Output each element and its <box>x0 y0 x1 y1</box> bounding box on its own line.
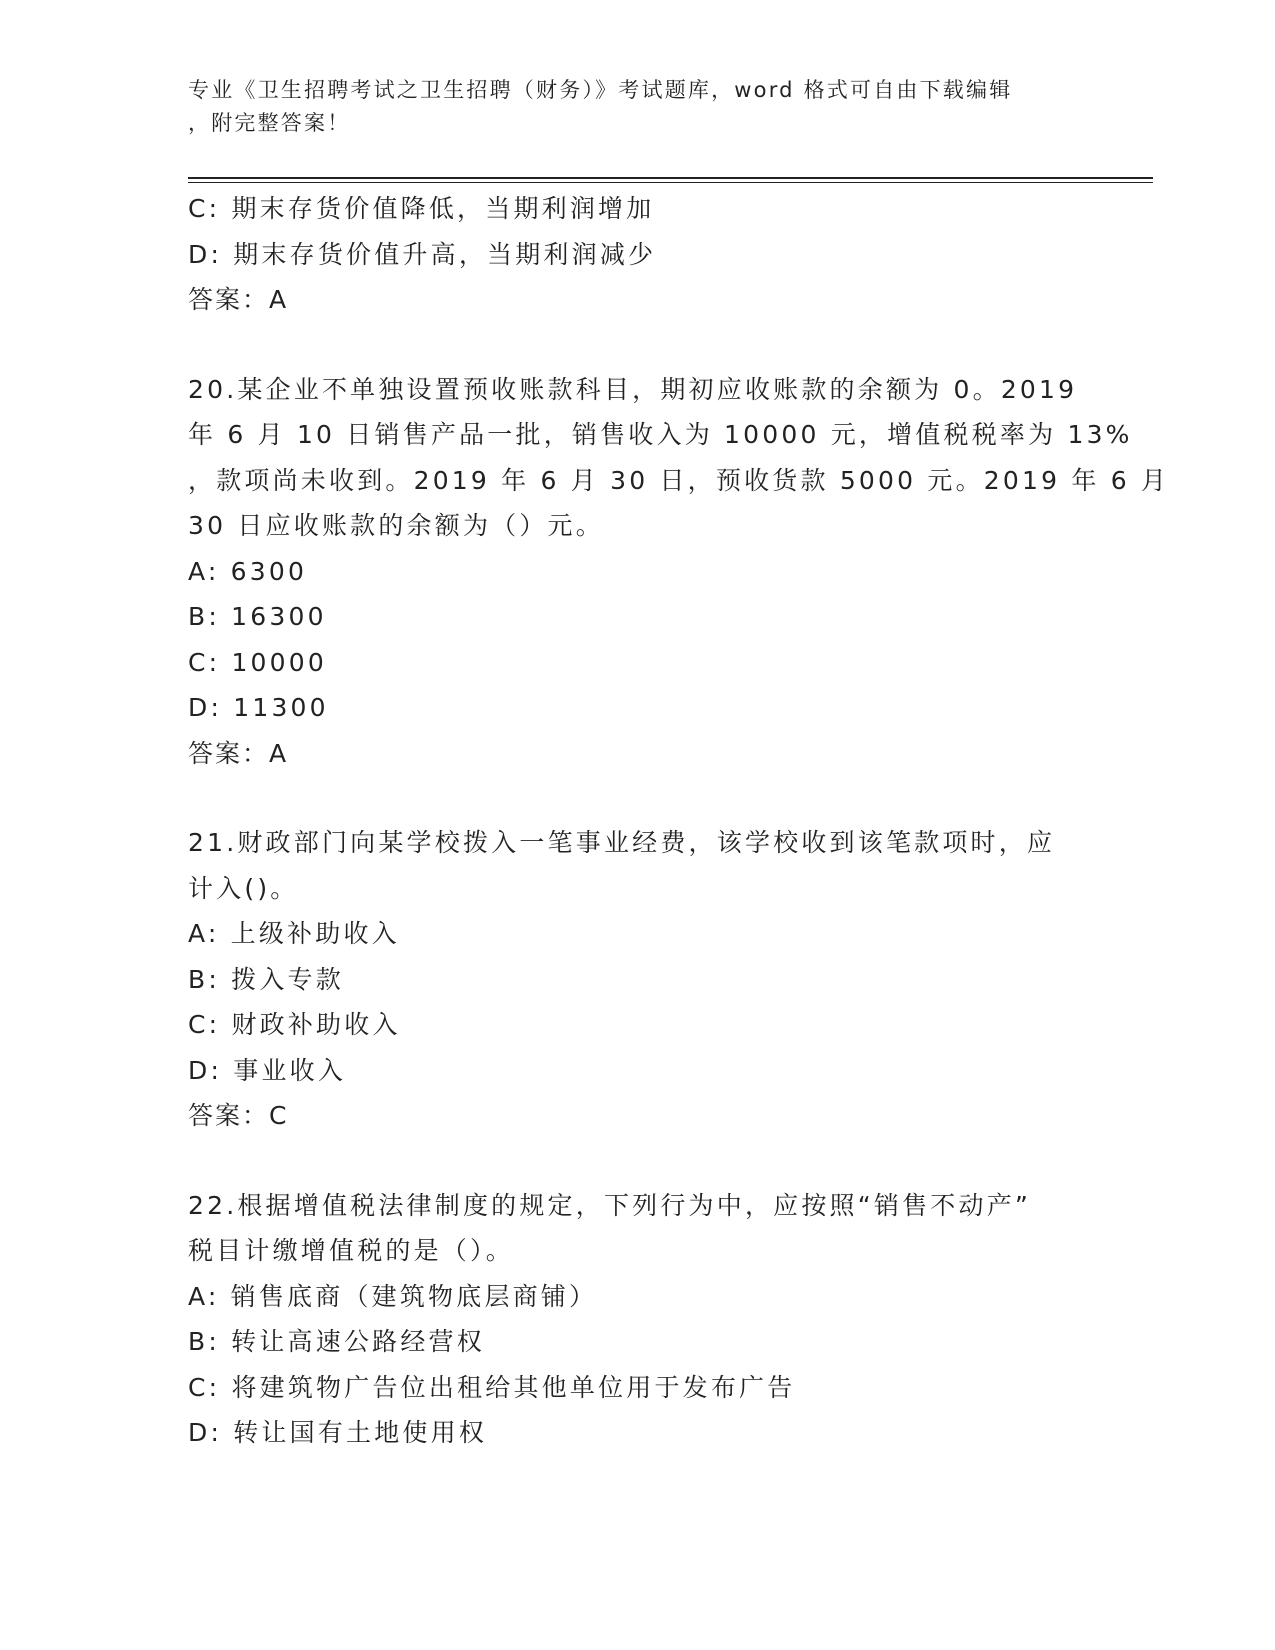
option-label: A: <box>188 1281 220 1311</box>
option-label: A: <box>188 556 220 586</box>
header-divider <box>188 177 1153 179</box>
header-line-2: ，附完整答案！ <box>188 111 351 135</box>
question-20 <box>188 367 1170 777</box>
option-label: B: <box>188 964 220 994</box>
question-stem-line: 22.根据增值税法律制度的规定，下列行为中，应按照“销售不动产” <box>188 1190 1032 1220</box>
header-divider-thin <box>188 182 1153 183</box>
question-22 <box>188 1183 1088 1456</box>
answer: 答案：A <box>188 738 289 768</box>
option-a <box>188 911 1088 957</box>
option-text: 销售底商（建筑物底层商铺） <box>230 1281 598 1311</box>
option-text: 11300 <box>233 693 329 722</box>
option-label: B: <box>188 1327 220 1356</box>
question-stem-line: 21.财政部门向某学校拨入一笔事业经费，该学校收到该笔款项时，应 <box>188 828 1056 857</box>
option-text: 16300 <box>231 602 327 631</box>
page-header <box>188 74 1068 140</box>
option-text: 上级补助收入 <box>230 919 400 948</box>
option-text: 期末存货价值升高，当期利润减少 <box>233 239 657 269</box>
option-text: 6300 <box>230 556 308 586</box>
option-c <box>188 1002 1088 1048</box>
header-line-1: 专业《卫生招聘考试之卫生招聘（财务）》考试题库，word 格式可自由下载编辑 <box>188 78 1013 102</box>
question-stem-line: 30 日应收账款的余额为（）元。 <box>188 511 604 540</box>
option-a <box>188 1274 1088 1320</box>
option-label: A: <box>188 919 220 948</box>
answer: 答案：C <box>188 1101 289 1130</box>
question-stem-line: 年 6 月 10 日销售产品一批，销售收入为 10000 元，增值税税率为 13% <box>188 420 1133 449</box>
option-b <box>188 594 1088 640</box>
option-label: D: <box>188 693 223 722</box>
option-c <box>188 1365 1088 1411</box>
question-stem-line: 20.某企业不单独设置预收账款科目，期初应收账款的余额为 0。2019 <box>188 374 1078 404</box>
option-text: 财政补助收入 <box>231 1010 401 1039</box>
option-text: 转让高速公路经营权 <box>231 1327 485 1356</box>
option-label: C: <box>188 647 221 677</box>
option-d <box>188 232 1088 278</box>
option-label: C: <box>188 1372 221 1402</box>
option-text: 转让国有土地使用权 <box>233 1418 488 1447</box>
option-label: D: <box>188 1055 223 1085</box>
option-text: 将建筑物广告位出租给其他单位用于发布广告 <box>231 1372 796 1402</box>
option-label: D: <box>188 239 223 269</box>
option-d <box>188 1048 1088 1094</box>
option-d <box>188 685 1088 731</box>
question-stem-line: 税目计缴增值税的是（）。 <box>188 1236 514 1265</box>
option-text: 10000 <box>231 647 327 677</box>
answer: 答案：A <box>188 285 289 314</box>
option-b <box>188 1319 1088 1365</box>
option-text: 期末存货价值降低，当期利润增加 <box>231 194 655 223</box>
option-c <box>188 186 1088 232</box>
option-d <box>188 1410 1088 1456</box>
question-19-continuation <box>188 186 1088 323</box>
option-label: B: <box>188 602 220 631</box>
question-list <box>188 186 1170 1456</box>
question-21 <box>188 820 1088 1139</box>
question-stem-line: 计入()。 <box>188 873 299 903</box>
option-text: 拨入专款 <box>231 964 344 994</box>
option-c <box>188 640 1088 686</box>
option-text: 事业收入 <box>233 1055 347 1085</box>
option-label: D: <box>188 1418 223 1447</box>
option-a <box>188 549 1088 595</box>
option-b <box>188 957 1088 1003</box>
option-label: C: <box>188 194 221 223</box>
question-stem-line: ，款项尚未收到。2019 年 6 月 30 日，预收货款 5000 元。2019 年 6 月 <box>188 465 1170 495</box>
option-label: C: <box>188 1010 221 1039</box>
